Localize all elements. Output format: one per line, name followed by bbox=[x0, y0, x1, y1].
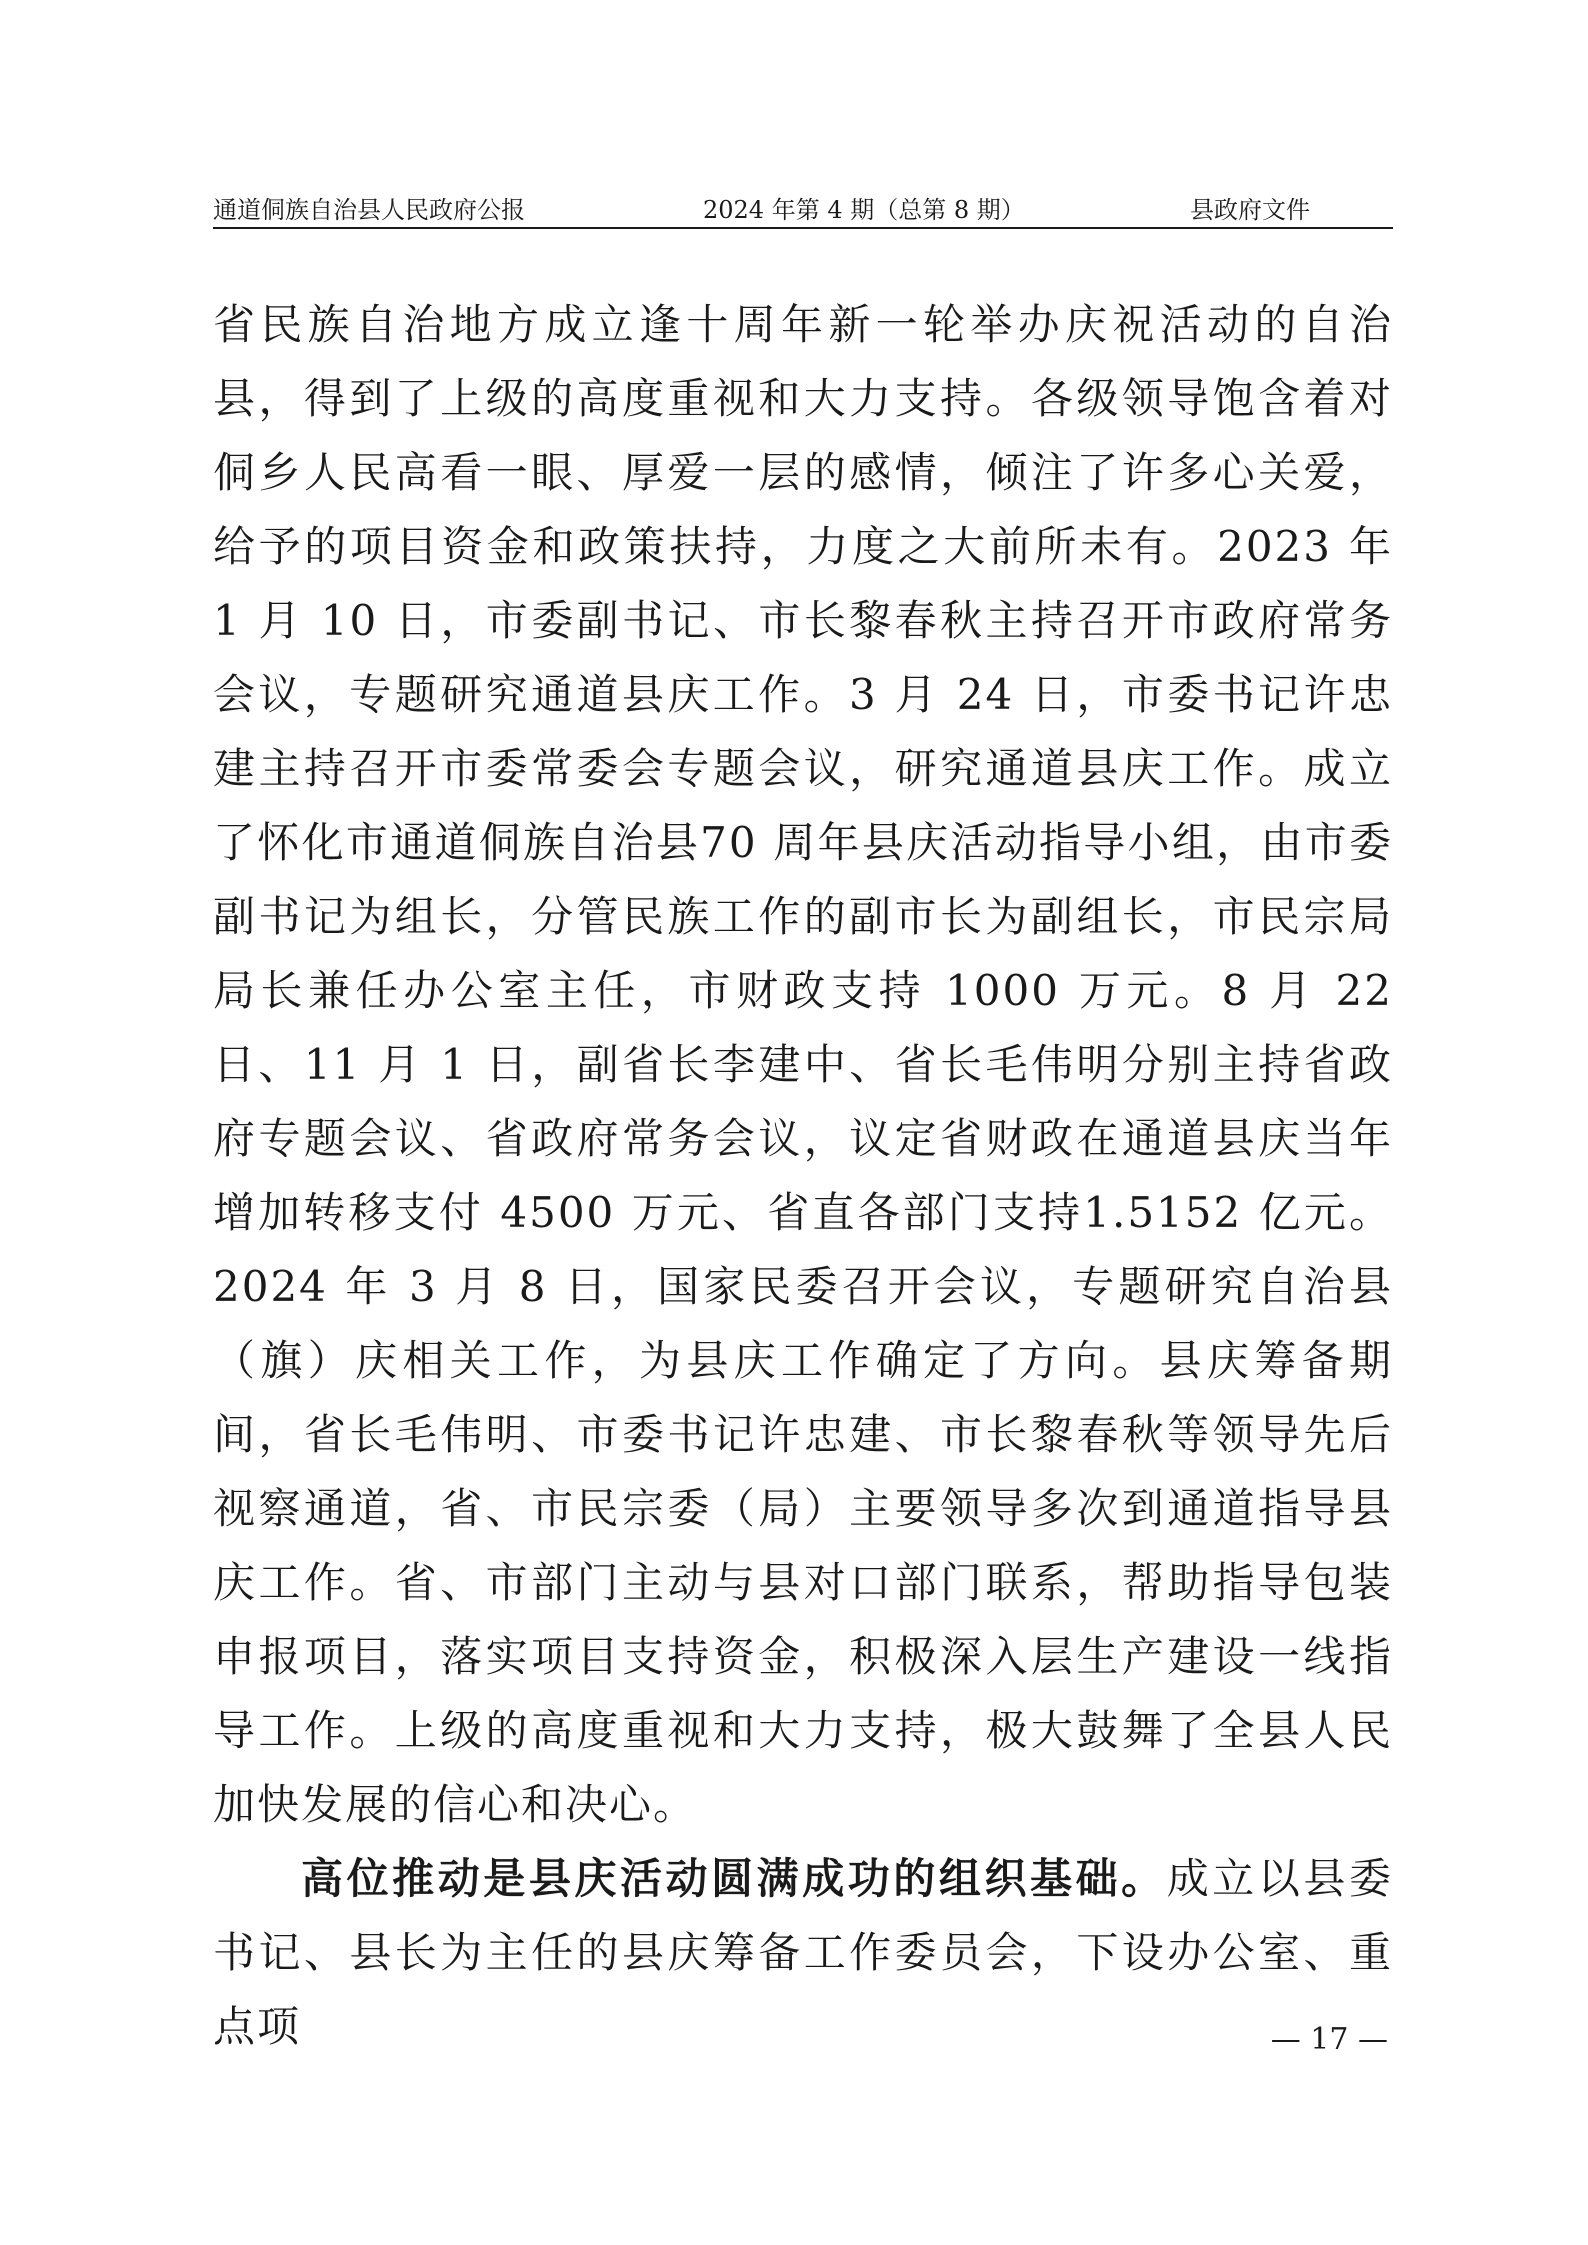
header-section-name: 县政府文件 bbox=[1190, 196, 1310, 224]
header-issue-number: 2024 年第 4 期（总第 8 期） bbox=[703, 196, 1025, 224]
document-body bbox=[213, 288, 1393, 2064]
body-paragraph: 省民族自治地方成立逢十周年新一轮举办庆祝活动的自治县，得到了上级的高度重视和大力支持。各级领导饱含着对侗乡人民高看一眼、厚爱一层的感情，倾注了许多心关爱，给予的项目资金和政策扶持，力度之大前所未有。2023 年 1 月 10 日，市委副书记、市长黎春秋主持召开市政府常务会议，专题研究通道县庆工作。3 月 24 日，市委书记许忠建主持召开市委常委会专题会议，研究通道县庆工作。成立了怀化市通道侗族自治县70 周年县庆活动指导小组，由市委副书记为组长，分管民族工作的副市长为副组长，市民宗局局长兼任办公室主任，市财政支持 1000 万元。8 月 22 日、11 月 1 日，副省长李建中、省长毛伟明分别主持省政府专题会议、省政府常务会议，议定省财政在通道县庆当年增加转移支付 4500 万元、省直各部门支持1.5152 亿元。2024 年 3 月 8 日，国家民委召开会议，专题研究自治县（旗）庆相关工作，为县庆工作确定了方向。县庆筹备期间，省长毛伟明、市委书记许忠建、市长黎春秋等领导先后视察通道，省、市民宗委（局）主要领导多次到通道指导县庆工作。省、市部门主动与县对口部门联系，帮助指导包装申报项目，落实项目支持资金，积极深入层生产建设一线指导工作。上级的高度重视和大力支持，极大鼓舞了全县人民加快发展的信心和决心。 bbox=[213, 300, 1393, 1829]
page-number: — 17 — bbox=[1270, 2022, 1388, 2057]
body-paragraph bbox=[213, 1842, 1393, 2064]
paragraph-lead-sentence: 高位推动是县庆活动圆满成功的组织基础。 bbox=[301, 1854, 1167, 1903]
header-publication-title: 通道侗族自治县人民政府公报 bbox=[213, 196, 525, 224]
paragraph-text: 成立以县委书记、县长为主任的县庆筹备工作委员会，下设办公室、重点项 bbox=[213, 1854, 1393, 2051]
running-header bbox=[213, 193, 1393, 227]
header-rule bbox=[213, 227, 1393, 229]
